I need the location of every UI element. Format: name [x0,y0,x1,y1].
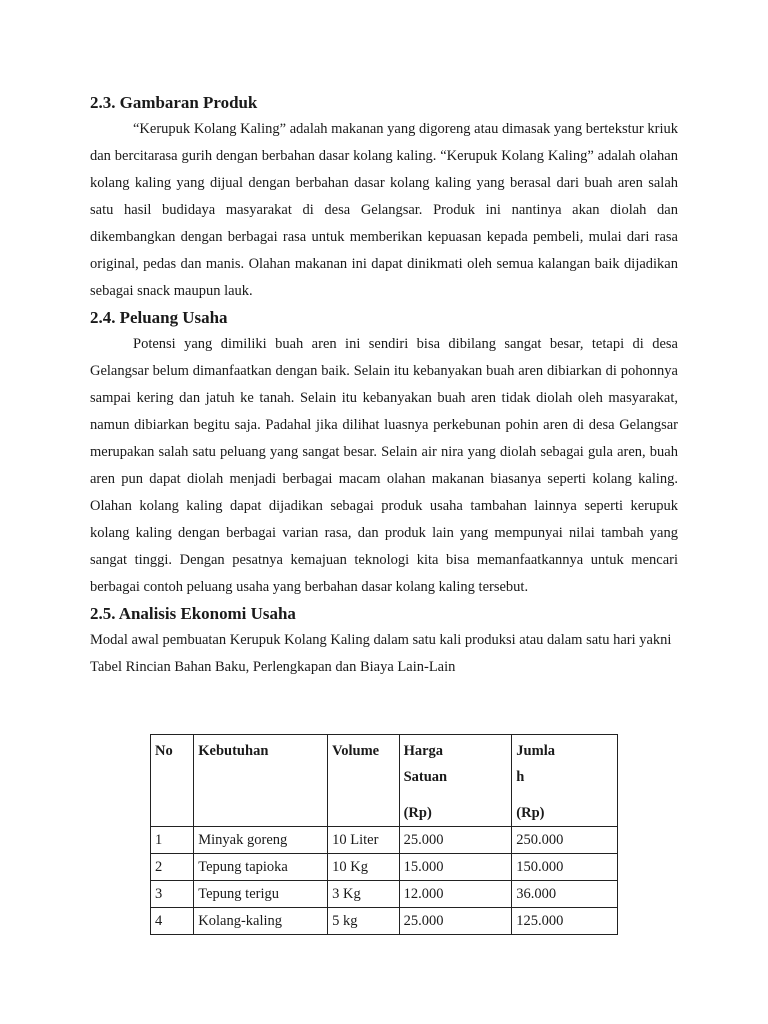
cell-harga: 12.000 [399,881,512,908]
table-row [151,827,618,854]
paragraph-gambaran-produk: “Kerupuk Kolang Kaling” adalah makanan yang digoreng atau dimasak yang bertekstur kriuk dan bercitarasa gurih dengan berbahan dasar kolang kaling. “Kerupuk Kolang Kaling” adalah olahan kolang kaling yang dijual dengan berbahan dasar kolang kaling yang berasal dari buah aren salah satu hasil budidaya masyarakat di desa Gelangsar. Produk ini nantinya akan diolah dan dikembangkan dengan berbagai rasa untuk memberikan kepuasan kepada pembeli, mulai dari rasa original, pedas dan manis. Olahan makanan ini dapat dinikmati oleh semua kalangan baik dijadikan sebagai snack maupun lauk. [90,121,678,299]
header-harga-line2: Satuan [403,769,448,785]
cell-kebutuhan: Tepung tapioka [194,854,328,881]
document-body [90,90,678,681]
section-heading-gambaran-produk: 2.3. Gambaran Produk [90,93,258,112]
cell-no: 4 [151,908,194,935]
section-heading-analisis-ekonomi: 2.5. Analisis Ekonomi Usaha [90,604,296,623]
table-row [151,881,618,908]
cell-jumlah: 125.000 [512,908,618,935]
cell-no: 2 [151,854,194,881]
header-jumlah [512,735,618,827]
table-header-row [151,735,618,827]
cell-volume: 10 Liter [328,827,399,854]
cell-kebutuhan: Minyak goreng [194,827,328,854]
paragraph-peluang-usaha: Potensi yang dimiliki buah aren ini sendiri bisa dibilang sangat besar, tetapi di desa Gelangsar belum dimanfaatkan dengan baik. Selain itu kebanyakan buah aren dibiarkan di pohonnya sampai kering dan jatuh ke tanah. Selain itu kebanyakan buah aren tidak diolah oleh masyarakat, namun dibiarkan begitu saja. Padahal jika dilihat luasnya perkebunan pohin aren di desa Gelangsar merupakan salah satu peluang yang sangat besar. Selain air nira yang diolah sebagai gula aren, buah aren pun dapat diolah menjadi berbagai macam olahan makanan biasanya seperti kolang kaling. Olahan kolang kaling dapat dijadikan sebagai produk usaha tambahan lainnya seperti kerupuk kolang kaling dengan berbagai varian rasa, dan produk lain yang mempunyai nilai tambah yang sangat tinggi. Dengan pesatnya kemajuan teknologi kita bisa memanfaatkannya untuk mencari berbagai contoh peluang usaha yang berbahan dasar kolang kaling tersebut. [90,336,678,595]
header-jumlah-line1: Jumla [516,743,555,759]
table-row [151,908,618,935]
section-heading-peluang-usaha: 2.4. Peluang Usaha [90,308,228,327]
header-harga-satuan [399,735,512,827]
cell-no: 3 [151,881,194,908]
cell-jumlah: 36.000 [512,881,618,908]
header-jumlah-line2: h [516,769,525,785]
cell-volume: 3 Kg [328,881,399,908]
cell-harga: 25.000 [399,827,512,854]
header-harga-line1: Harga [403,743,444,759]
cost-table [150,734,618,935]
cell-harga: 25.000 [399,908,512,935]
paragraph-analisis-ekonomi: Modal awal pembuatan Kerupuk Kolang Kaling dalam satu kali produksi atau dalam satu hari yakni [90,632,672,648]
header-jumlah-line3: (Rp) [516,805,545,821]
table-row [151,854,618,881]
header-kebutuhan: Kebutuhan [194,735,328,827]
cell-kebutuhan: Kolang-kaling [194,908,328,935]
header-harga-line3: (Rp) [403,805,432,821]
table-caption: Tabel Rincian Bahan Baku, Perlengkapan dan Biaya Lain-Lain [90,659,456,675]
header-no: No [151,735,194,827]
header-volume: Volume [328,735,399,827]
cell-kebutuhan: Tepung terigu [194,881,328,908]
cell-no: 1 [151,827,194,854]
cell-volume: 10 Kg [328,854,399,881]
cell-jumlah: 250.000 [512,827,618,854]
cell-jumlah: 150.000 [512,854,618,881]
cell-volume: 5 kg [328,908,399,935]
cell-harga: 15.000 [399,854,512,881]
